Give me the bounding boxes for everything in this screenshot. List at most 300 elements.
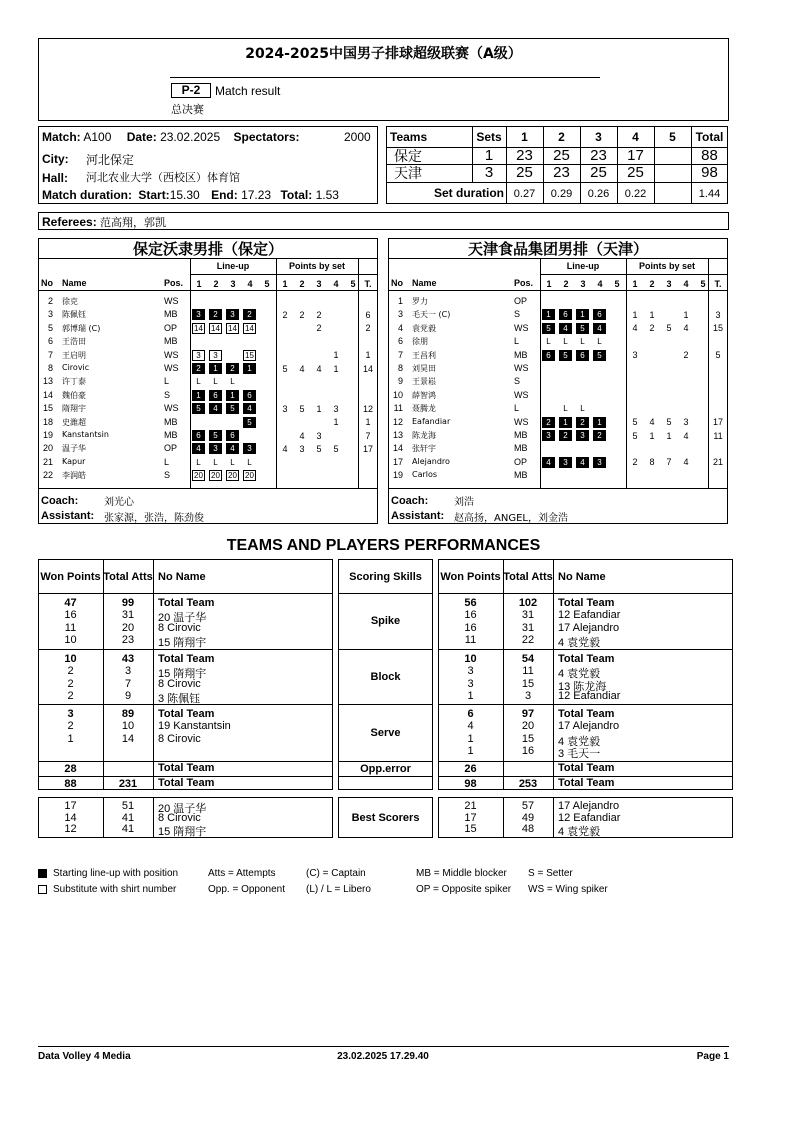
points-set-header: 2 bbox=[649, 278, 655, 289]
score-header: Teams bbox=[390, 129, 428, 144]
team-a-atts: 89 bbox=[121, 708, 135, 720]
player-pos: L bbox=[164, 456, 170, 467]
player-name: 王昌利 bbox=[412, 350, 436, 360]
team-a-atts: 9 bbox=[124, 689, 132, 702]
section-line bbox=[38, 704, 333, 705]
player-name: Cirovic bbox=[62, 363, 90, 372]
team-b-won: 3 bbox=[467, 665, 474, 678]
skills-header: Scoring Skills bbox=[349, 570, 422, 583]
hdr-line bbox=[708, 258, 709, 274]
dur-line bbox=[506, 182, 507, 204]
legend-op: OP = Opposite spiker bbox=[416, 884, 512, 895]
team-b-won: 1 bbox=[467, 744, 474, 757]
player-pos: OP bbox=[514, 296, 528, 306]
lineup-mark: 3 bbox=[192, 350, 205, 361]
lineup-mark: 1 bbox=[226, 390, 239, 401]
team-a-player: Total Team bbox=[158, 653, 215, 665]
lineup-mark: 14 bbox=[226, 323, 239, 334]
hall-label: Hall: bbox=[42, 171, 69, 185]
skill-spike: Spike bbox=[370, 615, 401, 627]
set-points: 4 bbox=[683, 430, 689, 441]
player-name: 隋翔宇 bbox=[62, 404, 86, 414]
lineup-mark: 6 bbox=[226, 430, 239, 441]
player-name: 李润皓 bbox=[62, 471, 86, 481]
lineup-mark: 2 bbox=[542, 417, 555, 428]
lineup-mark: 3 bbox=[559, 457, 572, 468]
total-atts-header: Total Atts bbox=[103, 571, 153, 583]
player-no: 9 bbox=[397, 376, 403, 387]
lineup-mark: 4 bbox=[243, 403, 256, 414]
lineup-mark: L bbox=[247, 457, 252, 467]
start-label: Start: bbox=[138, 188, 170, 202]
dur-line bbox=[654, 182, 655, 204]
lineup-set-header: 1 bbox=[196, 278, 202, 289]
set-duration: 0.29 bbox=[550, 188, 573, 200]
lineup-set-header: 5 bbox=[264, 278, 270, 289]
won-points-header: Won Points bbox=[40, 571, 101, 583]
lineup-mark: 1 bbox=[243, 363, 256, 374]
end-label: End: bbox=[211, 188, 238, 202]
team-b-player: Total Team bbox=[558, 708, 615, 720]
score-cell: 保定 bbox=[394, 148, 422, 165]
lineup-mark: 20 bbox=[209, 470, 222, 481]
pos-header: Pos. bbox=[164, 278, 184, 288]
lineup-set-header: 4 bbox=[247, 278, 253, 289]
player-pos: WS bbox=[164, 296, 179, 306]
lineup-mark: 15 bbox=[243, 350, 256, 361]
team-b-won: 16 bbox=[464, 609, 477, 622]
score-header: Sets bbox=[476, 129, 502, 144]
player-total: 17 bbox=[362, 443, 373, 454]
player-name: 薛智鸿 bbox=[412, 390, 436, 400]
team-a-opp-won: 28 bbox=[64, 762, 77, 775]
player-no: 8 bbox=[397, 363, 403, 373]
player-pos: L bbox=[514, 336, 520, 347]
set-points: 4 bbox=[282, 443, 288, 454]
lineup-mark: L bbox=[597, 337, 602, 347]
player-no: 7 bbox=[47, 349, 53, 360]
date-value: 23.02.2025 bbox=[160, 130, 221, 144]
set-points: 4 bbox=[683, 323, 689, 334]
hdr-bottom bbox=[38, 290, 378, 291]
lineup-mark: 3 bbox=[576, 430, 589, 441]
no-header: No bbox=[391, 278, 403, 288]
set-points: 5 bbox=[632, 430, 638, 441]
points-header: Points by set bbox=[288, 261, 345, 271]
set-points: 2 bbox=[649, 323, 655, 334]
set-points: 4 bbox=[632, 323, 638, 334]
assistant-label: Assistant: bbox=[41, 510, 95, 522]
set-points: 7 bbox=[666, 457, 672, 468]
team-b-best-pts: 15 bbox=[464, 823, 477, 835]
lineup-mark: 4 bbox=[209, 403, 222, 414]
lineup-mark: 20 bbox=[243, 470, 256, 481]
player-pos: MB bbox=[164, 416, 178, 427]
team-a-won: 1 bbox=[67, 732, 74, 745]
score-cell: 25 bbox=[516, 164, 533, 181]
set-points: 1 bbox=[316, 403, 322, 414]
score-cell: 98 bbox=[701, 164, 718, 181]
lineup-mark: 3 bbox=[226, 309, 239, 320]
lineup-mark: 2 bbox=[226, 363, 239, 374]
opp-error-label: Opp.error bbox=[360, 762, 411, 775]
player-pos: MB bbox=[164, 336, 178, 347]
set-points: 1 bbox=[666, 430, 672, 441]
legend-libero: (L) / L = Libero bbox=[306, 884, 371, 895]
dur-line bbox=[580, 182, 581, 204]
player-total: 6 bbox=[365, 309, 371, 320]
team-b-won: 1 bbox=[467, 732, 474, 745]
section-line bbox=[438, 649, 733, 650]
assistant-label: Assistant: bbox=[391, 510, 445, 522]
score-cell: 25 bbox=[590, 164, 607, 181]
player-pos: WS bbox=[164, 363, 179, 373]
team-a-atts: 3 bbox=[124, 665, 132, 678]
score-cell: 天津 bbox=[394, 165, 422, 182]
lineup-mark: 14 bbox=[192, 323, 205, 334]
perf-col-line bbox=[153, 559, 154, 594]
lineup-mark: L bbox=[196, 457, 201, 467]
total-label: Total: bbox=[280, 188, 313, 202]
lineup-mark: L bbox=[580, 337, 585, 347]
team-a-won: 10 bbox=[64, 633, 77, 646]
total-header: T. bbox=[714, 278, 722, 289]
player-no: 2 bbox=[47, 296, 53, 306]
page-title: 2024-2025中国男子排球超级联赛（A级） bbox=[245, 46, 522, 62]
team-a-best-player: 8 Cirovic bbox=[158, 811, 201, 824]
score-cell: 17 bbox=[627, 147, 644, 164]
set-points: 5 bbox=[299, 403, 305, 414]
lineup-mark: 3 bbox=[243, 443, 256, 454]
set-points: 8 bbox=[649, 457, 655, 468]
lineup-mark: 6 bbox=[243, 390, 256, 401]
player-name: 刘昊田 bbox=[412, 364, 436, 373]
lineup-mark: 6 bbox=[559, 309, 572, 320]
player-total: 21 bbox=[712, 457, 723, 468]
player-no: 19 bbox=[392, 470, 403, 481]
dur-line bbox=[543, 182, 544, 204]
referees-label: Referees: bbox=[42, 215, 97, 229]
lineup-header: Line-up bbox=[566, 261, 600, 271]
team-b-player: 12 Eafandiar bbox=[558, 609, 621, 622]
set-points: 2 bbox=[282, 309, 288, 320]
lineup-mark: 4 bbox=[542, 457, 555, 468]
set-points: 2 bbox=[683, 350, 689, 361]
team-b-won: 4 bbox=[467, 720, 474, 733]
team-b-player: Total Team bbox=[558, 653, 615, 665]
team-b-won: 11 bbox=[464, 633, 477, 646]
team-b-atts: 54 bbox=[521, 653, 535, 665]
player-pos: MB bbox=[514, 430, 528, 440]
team-b-total-won: 98 bbox=[464, 777, 477, 790]
player-total: 3 bbox=[715, 309, 721, 320]
legend-sub: Substitute with shirt number bbox=[53, 884, 177, 895]
score-cell: 3 bbox=[484, 164, 494, 181]
score-header: 2 bbox=[558, 129, 565, 144]
legend-start-icon bbox=[38, 869, 47, 878]
player-name: 陈龙海 bbox=[412, 431, 436, 440]
name-header: Name bbox=[62, 278, 87, 288]
city-label: City: bbox=[42, 152, 69, 166]
score-cell bbox=[654, 164, 691, 181]
lineup-set-header: 3 bbox=[230, 278, 236, 289]
team-a-player: 3 陈佩钰 bbox=[158, 692, 201, 705]
lineup-mark: 3 bbox=[209, 443, 222, 454]
team-b-best-player: 4 袁党毅 bbox=[558, 826, 601, 838]
legend-mb: MB = Middle blocker bbox=[416, 868, 507, 879]
team-b-won: 6 bbox=[467, 708, 474, 720]
team-b-opp-label: Total Team bbox=[558, 762, 615, 774]
coach-value: 刘浩 bbox=[454, 497, 474, 508]
footer-right: Page 1 bbox=[696, 1051, 729, 1062]
lineup-mark: 4 bbox=[593, 323, 606, 334]
total-value: 1.53 bbox=[315, 188, 339, 202]
duration-label: Match duration: bbox=[42, 188, 132, 202]
player-name: Eafandiar bbox=[412, 416, 451, 426]
player-total: 11 bbox=[713, 430, 723, 441]
score-cell: 23 bbox=[590, 147, 607, 164]
team-a-player: 15 隋翔宇 bbox=[158, 636, 207, 649]
team-a-best-atts: 41 bbox=[121, 811, 135, 824]
performance-title: TEAMS AND PLAYERS PERFORMANCES bbox=[226, 537, 541, 554]
team-a-atts: 31 bbox=[121, 609, 135, 622]
player-no: 7 bbox=[397, 349, 403, 360]
match-duration bbox=[42, 188, 377, 202]
lineup-mark: 1 bbox=[542, 309, 555, 320]
lineup-mark: L bbox=[213, 377, 218, 387]
legend-captain: (C) = Captain bbox=[306, 868, 366, 879]
hdr-under bbox=[190, 274, 378, 275]
lineup-mark: 4 bbox=[559, 323, 572, 334]
perf-col-line bbox=[553, 559, 554, 594]
col-line bbox=[276, 274, 277, 488]
set-points: 4 bbox=[299, 363, 305, 374]
team-a-atts: 7 bbox=[124, 677, 132, 690]
player-name: Carlos bbox=[412, 470, 438, 480]
lineup-set-header: 2 bbox=[563, 278, 569, 289]
points-set-header: 2 bbox=[299, 278, 305, 289]
player-no: 4 bbox=[397, 322, 403, 333]
player-no: 5 bbox=[47, 322, 53, 333]
lineup-mark: 6 bbox=[192, 430, 205, 441]
team-a-opp-label: Total Team bbox=[158, 762, 215, 774]
won-points-header: Won Points bbox=[440, 571, 501, 583]
footer-left: Data Volley 4 Media bbox=[38, 1051, 131, 1062]
player-total: 15 bbox=[712, 323, 723, 334]
team-a-atts: 23 bbox=[121, 633, 135, 646]
set-points: 5 bbox=[632, 417, 638, 428]
coach-label: Coach: bbox=[391, 495, 429, 507]
team-frame bbox=[38, 238, 378, 524]
lineup-mark: L bbox=[580, 404, 585, 414]
lineup-mark: 6 bbox=[209, 390, 222, 401]
skill-serve: Serve bbox=[370, 726, 401, 739]
player-name: 王景崧 bbox=[412, 377, 436, 387]
points-set-header: 1 bbox=[632, 278, 638, 289]
player-total: 1 bbox=[365, 417, 371, 428]
player-no: 12 bbox=[392, 416, 403, 427]
lineup-mark: 6 bbox=[593, 309, 606, 320]
lineup-mark: 20 bbox=[226, 470, 239, 481]
lineup-mark: 1 bbox=[192, 390, 205, 401]
match-value: A100 bbox=[83, 130, 112, 144]
team-b-atts: 31 bbox=[521, 609, 535, 622]
lineup-mark: L bbox=[563, 337, 568, 347]
set-points: 5 bbox=[666, 323, 672, 334]
lineup-mark: 3 bbox=[542, 430, 555, 441]
team-a-best-player: 20 温子华 bbox=[158, 803, 207, 815]
lineup-mark: L bbox=[196, 377, 201, 387]
coach-line bbox=[388, 488, 728, 489]
lineup-mark: 4 bbox=[192, 443, 205, 454]
team-b-player: 12 Eafandiar bbox=[558, 689, 621, 702]
set-duration bbox=[654, 184, 691, 204]
player-pos: WS bbox=[514, 322, 529, 333]
coach-label: Coach: bbox=[41, 495, 79, 507]
score-header: 3 bbox=[595, 129, 602, 144]
set-points: 1 bbox=[333, 350, 339, 361]
lineup-mark: 2 bbox=[243, 309, 256, 320]
team-a-won: 10 bbox=[64, 653, 77, 665]
score-cell: 1 bbox=[484, 147, 494, 164]
set-points: 1 bbox=[333, 363, 339, 374]
team-a-total-atts: 231 bbox=[118, 777, 138, 790]
player-name: Kapur bbox=[62, 456, 86, 466]
team-b-atts: 20 bbox=[521, 720, 535, 733]
lineup-mark: 1 bbox=[576, 309, 589, 320]
team-a-total-won: 88 bbox=[64, 777, 77, 790]
lineup-set-header: 5 bbox=[614, 278, 620, 289]
player-pos: OP bbox=[514, 456, 528, 467]
no-name-header: No Name bbox=[158, 570, 206, 583]
lineup-mark: 2 bbox=[209, 309, 222, 320]
player-no: 14 bbox=[392, 443, 403, 454]
total-header: T. bbox=[364, 278, 372, 289]
player-name: 袁党毅 bbox=[412, 323, 436, 333]
lineup-mark: 14 bbox=[243, 323, 256, 334]
team-b-best-player: 12 Eafandiar bbox=[558, 811, 621, 824]
set-points: 1 bbox=[632, 309, 638, 320]
team-a-won: 47 bbox=[64, 597, 77, 609]
set-points: 5 bbox=[666, 417, 672, 428]
team-b-atts: 31 bbox=[521, 621, 535, 634]
footer-center: 23.02.2025 17.29.40 bbox=[337, 1051, 429, 1062]
no-header: No bbox=[41, 278, 53, 288]
player-no: 6 bbox=[47, 336, 53, 347]
assistant-value: 赵高扬，ANGEL，刘金浩 bbox=[454, 513, 568, 524]
player-total: 7 bbox=[365, 430, 371, 441]
title-underline bbox=[170, 77, 600, 78]
player-pos: WS bbox=[514, 389, 529, 400]
legend-start: Starting line-up with position bbox=[53, 868, 179, 879]
player-pos: WS bbox=[164, 349, 179, 360]
team-a-player: 20 温子华 bbox=[158, 612, 207, 625]
team-a-player: Total Team bbox=[158, 708, 215, 720]
points-set-header: 5 bbox=[700, 278, 706, 289]
team-b-atts: 15 bbox=[521, 732, 535, 745]
coach-line bbox=[38, 488, 378, 489]
lineup-mark: 3 bbox=[209, 350, 222, 361]
legend-sub-icon bbox=[38, 885, 47, 894]
set-points: 4 bbox=[649, 417, 655, 428]
player-no: 6 bbox=[397, 336, 403, 347]
end-value: 17.23 bbox=[241, 188, 272, 202]
set-points: 3 bbox=[299, 443, 305, 454]
player-no: 13 bbox=[42, 376, 53, 387]
player-no: 10 bbox=[392, 389, 403, 400]
team-b-atts: 22 bbox=[521, 633, 535, 646]
player-name: 温子华 bbox=[62, 444, 86, 454]
set-points: 3 bbox=[282, 403, 288, 414]
page-subtitle: Match result bbox=[215, 84, 281, 98]
team-b-best-atts: 48 bbox=[521, 823, 535, 835]
team-b-player: 3 毛天一 bbox=[558, 747, 601, 760]
player-pos: L bbox=[514, 403, 520, 414]
pos-header: Pos. bbox=[514, 278, 534, 288]
player-no: 8 bbox=[47, 363, 53, 373]
player-total: 1 bbox=[365, 350, 371, 361]
col-line bbox=[358, 274, 359, 488]
set-points: 4 bbox=[299, 430, 305, 441]
name-header: Name bbox=[412, 278, 437, 288]
points-set-header: 5 bbox=[350, 278, 356, 289]
player-total: 14 bbox=[362, 363, 373, 374]
lineup-mark: 2 bbox=[576, 417, 589, 428]
lineup-mark: 2 bbox=[593, 430, 606, 441]
team-title: 保定沃隶男排（保定） bbox=[132, 240, 283, 258]
footer-line bbox=[38, 1046, 729, 1047]
date-label: Date: bbox=[126, 130, 157, 144]
set-duration: 0.27 bbox=[513, 188, 536, 200]
lineup-set-header: 1 bbox=[546, 278, 552, 289]
player-no: 3 bbox=[397, 309, 403, 320]
player-no: 22 bbox=[42, 470, 53, 481]
lineup-mark: 5 bbox=[226, 403, 239, 414]
team-b-total-label: Total Team bbox=[558, 777, 615, 789]
team-b-won: 16 bbox=[464, 621, 477, 634]
player-name: 陈佩钰 bbox=[62, 310, 86, 320]
legend-atts: Atts = Attempts bbox=[208, 868, 276, 879]
player-pos: WS bbox=[514, 416, 529, 427]
player-name: Kanstantsin bbox=[62, 430, 109, 439]
team-b-best-player: 17 Alejandro bbox=[558, 800, 620, 812]
team-b-won: 3 bbox=[467, 677, 474, 690]
team-b-total-atts: 253 bbox=[518, 777, 538, 790]
lineup-mark: 1 bbox=[559, 417, 572, 428]
player-pos: MB bbox=[514, 443, 528, 454]
score-header: 1 bbox=[521, 129, 528, 144]
col-line bbox=[626, 274, 627, 488]
team-b-player: 17 Alejandro bbox=[558, 720, 620, 733]
set-points: 1 bbox=[333, 417, 339, 428]
team-b-atts: 102 bbox=[518, 597, 538, 609]
set-points: 3 bbox=[333, 403, 339, 414]
player-total: 12 bbox=[362, 403, 373, 414]
lineup-mark: 5 bbox=[209, 430, 222, 441]
set-points: 2 bbox=[299, 309, 305, 320]
lineup-set-header: 2 bbox=[213, 278, 219, 289]
lineup-mark: 4 bbox=[226, 443, 239, 454]
points-set-header: 4 bbox=[333, 278, 339, 289]
player-pos: OP bbox=[164, 443, 178, 454]
player-name: 王启明 bbox=[62, 350, 86, 360]
set-points: 2 bbox=[632, 457, 638, 468]
lineup-mark: 5 bbox=[192, 403, 205, 414]
team-title: 天津食品集团男排（天津） bbox=[467, 240, 648, 258]
team-b-player: 13 陈龙海 bbox=[558, 680, 607, 693]
player-pos: WS bbox=[514, 363, 529, 373]
lineup-mark: 20 bbox=[192, 470, 205, 481]
